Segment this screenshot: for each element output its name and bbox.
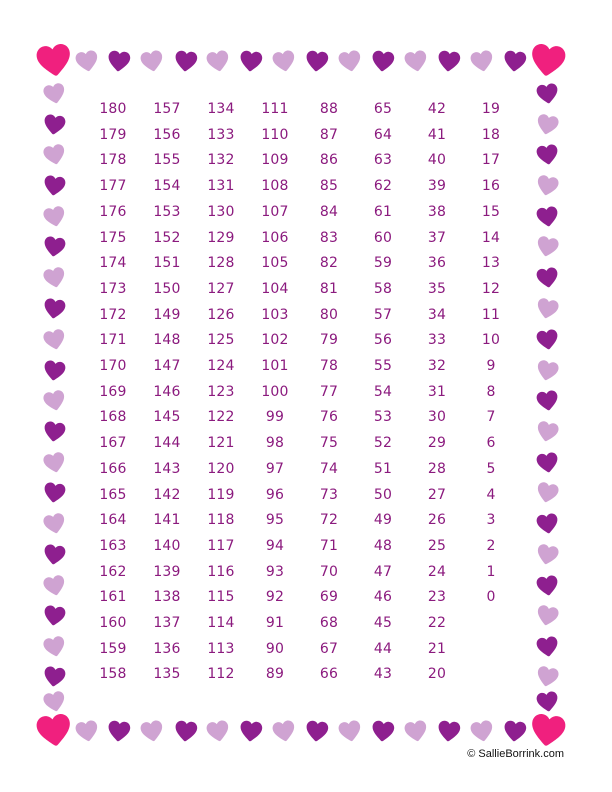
number-cell: 19 [481, 101, 501, 117]
number-cell: 140 [153, 537, 181, 554]
heart-icon-purple [172, 717, 201, 746]
heart-icon-purple [40, 232, 68, 260]
heart-icon-purple [533, 386, 561, 414]
number-cell: 84 [319, 203, 339, 220]
number-cell: 157 [153, 101, 181, 117]
number-cell: 67 [319, 640, 339, 657]
number-cell: 94 [265, 537, 285, 554]
heart-icon-lavender [532, 600, 562, 630]
number-cell: 96 [265, 486, 285, 503]
number-cell: 176 [99, 203, 127, 220]
heart-icon-purple [533, 509, 561, 537]
heart-icon-lavender [401, 46, 431, 76]
number-cell: 117 [207, 537, 235, 554]
number-cell: 148 [153, 332, 181, 349]
number-cell: 159 [99, 640, 127, 657]
heart-icon-purple [533, 325, 561, 353]
number-cell: 5 [486, 460, 496, 477]
number-cell: 121 [207, 435, 235, 452]
heart-icon-purple [237, 717, 266, 746]
heart-icon-lavender [39, 385, 69, 415]
number-cell: 180 [99, 101, 127, 117]
number-cell: 142 [153, 486, 181, 503]
number-cell: 1 [486, 563, 496, 580]
number-cell: 12 [481, 280, 501, 297]
heart-icon-lavender [269, 46, 299, 76]
number-cell: 54 [373, 383, 393, 400]
number-cell: 26 [427, 512, 447, 529]
number-cell: 172 [99, 306, 127, 323]
number-cell: 137 [153, 615, 181, 631]
number-cell: 131 [207, 178, 235, 195]
heart-icon-lavender [137, 716, 167, 746]
number-cell: 150 [153, 280, 181, 297]
number-cell: 125 [207, 332, 235, 349]
number-cell: 126 [207, 306, 235, 323]
heart-icon-lavender [532, 477, 562, 507]
number-cell: 47 [373, 563, 393, 580]
heart-icon-lavender [137, 46, 167, 76]
number-cell: 10 [481, 332, 501, 349]
number-cell: 56 [373, 332, 393, 349]
number-cell: 58 [373, 280, 393, 297]
number-cell: 39 [427, 178, 447, 195]
number-cell: 49 [373, 512, 393, 529]
number-cell: 86 [319, 152, 339, 169]
number-cell: 93 [265, 563, 285, 580]
number-cell: 2 [486, 537, 496, 554]
number-cell: 64 [373, 126, 393, 143]
number-cell: 147 [153, 358, 181, 374]
number-cell: 143 [153, 460, 181, 477]
number-cell: 90 [265, 640, 285, 657]
number-cell: 154 [153, 178, 181, 195]
heart-icon-lavender [467, 46, 497, 76]
number-cell: 24 [427, 563, 447, 580]
number-cell: 120 [207, 460, 235, 477]
heart-icon-lavender [532, 355, 562, 385]
number-cell: 33 [427, 332, 447, 349]
heart-icon-lavender [401, 716, 431, 746]
number-cell: 4 [486, 486, 496, 503]
number-cell: 23 [427, 589, 447, 606]
number-cell: 50 [373, 486, 393, 503]
number-cell: 8 [486, 383, 496, 400]
number-cell: 174 [99, 255, 127, 272]
number-cell: 114 [207, 615, 235, 631]
number-cell: 153 [153, 203, 181, 220]
copyright-text: © SallieBorrink.com [467, 748, 564, 760]
number-cell: 149 [153, 306, 181, 323]
number-cell: 83 [319, 229, 339, 246]
number-cell: 119 [207, 486, 235, 503]
number-cell: 74 [319, 460, 339, 477]
number-cell: 30 [427, 409, 447, 426]
number-cell: 175 [99, 229, 127, 246]
number-cell: 169 [99, 383, 127, 400]
number-cell: 29 [427, 435, 447, 452]
number-cell: 3 [486, 512, 496, 529]
number-cell: 145 [153, 409, 181, 426]
heart-icon-lavender [39, 686, 69, 716]
number-cell: 110 [261, 126, 289, 143]
number-cell: 134 [207, 101, 235, 117]
heart-icon-pink [525, 37, 570, 82]
heart-icon-purple [40, 478, 68, 506]
number-cell: 165 [99, 486, 127, 503]
heart-icon-purple [40, 110, 68, 138]
number-cell: 105 [261, 255, 289, 272]
number-cell: 55 [373, 358, 393, 374]
number-cell: 170 [99, 358, 127, 374]
number-cell: 28 [427, 460, 447, 477]
heart-icon-lavender [39, 508, 69, 538]
number-cell: 124 [207, 358, 235, 374]
heart-icon-lavender [467, 716, 497, 746]
number-cell: 9 [486, 358, 496, 374]
number-cell: 16 [481, 178, 501, 195]
number-cell: 164 [99, 512, 127, 529]
number-cell: 21 [427, 640, 447, 657]
number-cell: 162 [99, 563, 127, 580]
number-cell: 31 [427, 383, 447, 400]
number-cell: 40 [427, 152, 447, 169]
number-cell: 32 [427, 358, 447, 374]
number-cell: 27 [427, 486, 447, 503]
number-cell: 104 [261, 280, 289, 297]
heart-icon-lavender [39, 570, 69, 600]
number-cell: 115 [207, 589, 235, 606]
heart-icon-purple [533, 202, 561, 230]
number-cell: 135 [153, 666, 181, 683]
number-cell: 136 [153, 640, 181, 657]
number-cell: 17 [481, 152, 501, 169]
number-cell: 0 [486, 589, 496, 606]
heart-icon-purple [501, 47, 530, 76]
number-cell: 107 [261, 203, 289, 220]
number-cell: 178 [99, 152, 127, 169]
number-cell: 128 [207, 255, 235, 272]
heart-icon-purple [40, 171, 68, 199]
number-cell: 48 [373, 537, 393, 554]
number-cell: 167 [99, 435, 127, 452]
number-cell: 70 [319, 563, 339, 580]
number-cell: 101 [261, 358, 289, 374]
heart-icon-lavender [532, 109, 562, 139]
heart-icon-lavender [532, 170, 562, 200]
heart-icon-lavender [269, 716, 299, 746]
number-cell: 13 [481, 255, 501, 272]
heart-icon-lavender [532, 293, 562, 323]
heart-icon-purple [237, 47, 266, 76]
number-cell: 100 [261, 383, 289, 400]
number-cell: 66 [319, 666, 339, 683]
number-cell: 38 [427, 203, 447, 220]
number-cell: 52 [373, 435, 393, 452]
number-cell: 37 [427, 229, 447, 246]
number-cell: 44 [373, 640, 393, 657]
number-cell: 81 [319, 280, 339, 297]
heart-icon-lavender [39, 447, 69, 477]
heart-icon-purple [40, 294, 68, 322]
heart-icon-purple [40, 356, 68, 384]
heart-icon-purple [533, 263, 561, 291]
number-cell: 63 [373, 152, 393, 169]
number-cell: 116 [207, 563, 235, 580]
number-cell: 118 [207, 512, 235, 529]
number-cell: 127 [207, 280, 235, 297]
number-cell: 144 [153, 435, 181, 452]
number-cell: 43 [373, 666, 393, 683]
number-cell: 152 [153, 229, 181, 246]
number-cell: 18 [481, 126, 501, 143]
number-cell: 129 [207, 229, 235, 246]
number-cell: 62 [373, 178, 393, 195]
number-cell: 65 [373, 101, 393, 117]
heart-icon-lavender [532, 231, 562, 261]
number-cell: 71 [319, 537, 339, 554]
number-cell: 102 [261, 332, 289, 349]
number-cell: 112 [207, 666, 235, 683]
number-cell: 79 [319, 332, 339, 349]
number-cell: 34 [427, 306, 447, 323]
number-cell: 59 [373, 255, 393, 272]
number-cell: 76 [319, 409, 339, 426]
number-cell: 109 [261, 152, 289, 169]
number-cell: 87 [319, 126, 339, 143]
heart-icon-lavender [335, 716, 365, 746]
number-cell: 163 [99, 537, 127, 554]
number-cell: 6 [486, 435, 496, 452]
number-cell: 108 [261, 178, 289, 195]
number-cell: 168 [99, 409, 127, 426]
heart-icon-purple [369, 717, 398, 746]
heart-icon-lavender [532, 416, 562, 446]
number-cell: 41 [427, 126, 447, 143]
heart-icon-purple [435, 717, 464, 746]
number-cell: 133 [207, 126, 235, 143]
heart-icon-lavender [72, 716, 102, 746]
number-cell: 57 [373, 306, 393, 323]
number-cell: 103 [261, 306, 289, 323]
heart-icon-purple [435, 47, 464, 76]
number-cell: 97 [265, 460, 285, 477]
number-cell: 179 [99, 126, 127, 143]
heart-icon-purple [172, 47, 201, 76]
number-cell: 61 [373, 203, 393, 220]
number-cell: 11 [481, 306, 501, 323]
heart-icon-lavender [39, 324, 69, 354]
heart-icon-pink [31, 37, 76, 82]
heart-icon-purple [533, 140, 561, 168]
heart-icon-purple [533, 448, 561, 476]
number-cell: 35 [427, 280, 447, 297]
heart-icon-purple [40, 540, 68, 568]
number-cell: 22 [427, 615, 447, 631]
number-cell: 98 [265, 435, 285, 452]
number-cell: 46 [373, 589, 393, 606]
number-cell: 72 [319, 512, 339, 529]
number-cell: 51 [373, 460, 393, 477]
number-cell: 25 [427, 537, 447, 554]
heart-icon-purple [105, 717, 134, 746]
number-cell: 88 [319, 101, 339, 117]
number-cell: 92 [265, 589, 285, 606]
heart-icon-lavender [39, 262, 69, 292]
number-cell: 173 [99, 280, 127, 297]
heart-icon-lavender [203, 46, 233, 76]
number-cell: 15 [481, 203, 501, 220]
number-cell: 156 [153, 126, 181, 143]
number-cell: 122 [207, 409, 235, 426]
number-cell: 106 [261, 229, 289, 246]
number-cell: 151 [153, 255, 181, 272]
number-cell: 77 [319, 383, 339, 400]
heart-icon-purple [105, 47, 134, 76]
number-cell: 161 [99, 589, 127, 606]
heart-icon-lavender [39, 631, 69, 661]
heart-icon-purple [40, 601, 68, 629]
number-cell: 138 [153, 589, 181, 606]
heart-icon-purple [533, 79, 561, 107]
number-cell: 130 [207, 203, 235, 220]
number-cell: 82 [319, 255, 339, 272]
heart-icon-purple [533, 687, 561, 715]
number-cell: 146 [153, 383, 181, 400]
number-cell: 45 [373, 615, 393, 631]
number-cell: 68 [319, 615, 339, 631]
number-cell: 36 [427, 255, 447, 272]
heart-icon-lavender [39, 139, 69, 169]
heart-icon-lavender [335, 46, 365, 76]
number-cell: 73 [319, 486, 339, 503]
heart-icon-lavender [203, 716, 233, 746]
number-cell: 78 [319, 358, 339, 374]
number-cell: 111 [261, 101, 289, 117]
heart-icon-purple [533, 632, 561, 660]
number-cell: 95 [265, 512, 285, 529]
heart-icon-purple [533, 571, 561, 599]
number-cell: 60 [373, 229, 393, 246]
heart-icon-lavender [39, 201, 69, 231]
number-cell: 75 [319, 435, 339, 452]
heart-icon-purple [501, 717, 530, 746]
number-cell: 155 [153, 152, 181, 169]
number-cell: 42 [427, 101, 447, 117]
number-cell: 80 [319, 306, 339, 323]
number-cell: 14 [481, 229, 501, 246]
heart-icon-purple [369, 47, 398, 76]
number-cell: 99 [265, 409, 285, 426]
heart-icon-lavender [72, 46, 102, 76]
heart-icon-lavender [532, 539, 562, 569]
number-cell: 20 [427, 666, 447, 683]
number-cell: 89 [265, 666, 285, 683]
heart-icon-pink [525, 707, 570, 752]
number-cell: 158 [99, 666, 127, 683]
number-cell: 85 [319, 178, 339, 195]
number-cell: 160 [99, 615, 127, 631]
number-cell: 171 [99, 332, 127, 349]
number-cell: 141 [153, 512, 181, 529]
heart-icon-purple [303, 47, 332, 76]
number-cell: 53 [373, 409, 393, 426]
number-cell: 139 [153, 563, 181, 580]
number-cell: 7 [486, 409, 496, 426]
number-cell: 113 [207, 640, 235, 657]
number-cell: 177 [99, 178, 127, 195]
number-cell: 123 [207, 383, 235, 400]
number-cell: 166 [99, 460, 127, 477]
heart-icon-lavender [39, 78, 69, 108]
number-cell: 69 [319, 589, 339, 606]
heart-icon-purple [40, 417, 68, 445]
number-cell: 132 [207, 152, 235, 169]
heart-icon-purple [303, 717, 332, 746]
number-cell: 91 [265, 615, 285, 631]
